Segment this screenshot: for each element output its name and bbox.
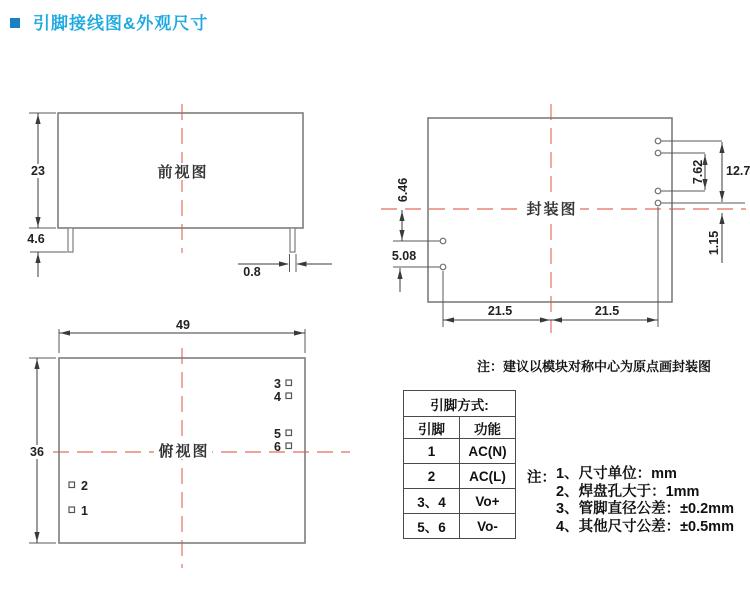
pad-hole — [655, 200, 661, 206]
dim-pkg-left-offset: 6.46 — [396, 177, 410, 203]
front-view — [23, 104, 332, 279]
table-row: 2 AC(L) — [404, 464, 516, 489]
note-item-1: 1、尺寸单位：mm — [556, 466, 677, 482]
dim-front-height: 23 — [31, 164, 45, 178]
dim-pkg-right-outer: 12.7 — [726, 164, 750, 178]
notes-label: 注： — [527, 470, 556, 486]
pin-square-6 — [286, 443, 292, 449]
dim-pkg-left-pitch: 5.08 — [391, 249, 417, 263]
package-view — [381, 104, 750, 333]
dim-pkg-right-inner: 7.62 — [691, 159, 705, 185]
pad-hole — [655, 188, 661, 194]
table-row: 1 AC(N) — [404, 439, 516, 464]
pin-label-2: 2 — [81, 479, 88, 493]
note-item-2: 2、焊盘孔大于：1mm — [556, 483, 700, 500]
front-pin-right — [290, 228, 295, 252]
front-pin-left — [68, 228, 73, 252]
package-origin-note: 注：建议以模块对称中心为原点画封装图 — [476, 359, 711, 374]
section-title: 引脚接线图&外观尺寸 — [33, 14, 209, 33]
dim-top-width: 49 — [176, 318, 190, 332]
pin-label-5: 5 — [274, 427, 281, 441]
pin-label-3: 3 — [274, 377, 281, 391]
dim-pkg-right-offset: 1.15 — [707, 230, 721, 256]
pin-square-1 — [69, 507, 75, 513]
pin-square-5 — [286, 430, 292, 436]
pin-square-2 — [69, 482, 75, 488]
dim-top-height: 36 — [30, 445, 44, 459]
pin-table-col-pin: 引脚 — [404, 417, 460, 439]
table-row: 5、6 Vo- — [404, 514, 516, 539]
pin-label-1: 1 — [81, 504, 88, 518]
pin-function-table — [403, 390, 516, 539]
dim-pkg-half-right: 21.5 — [594, 304, 620, 318]
package-view-label: 封装图 — [526, 201, 578, 218]
dim-front-pin-width: 0.8 — [243, 265, 261, 279]
pin-square-4 — [286, 393, 292, 399]
note-item-3: 3、管脚直径公差：±0.2mm — [556, 501, 734, 517]
pin-square-3 — [286, 380, 292, 386]
pad-hole — [440, 264, 446, 270]
pad-hole — [655, 138, 661, 144]
pad-hole — [440, 238, 446, 244]
dim-pkg-half-left: 21.5 — [487, 304, 513, 318]
pin-label-6: 6 — [274, 440, 281, 454]
dimension-notes — [527, 466, 734, 536]
top-view — [26, 318, 350, 568]
pin-label-4: 4 — [274, 390, 281, 404]
note-item-4: 4、其他尺寸公差：±0.5mm — [556, 518, 734, 535]
dim-front-pin-length: 4.6 — [27, 232, 45, 246]
pad-hole — [655, 150, 661, 156]
front-view-label: 前视图 — [157, 164, 209, 181]
pin-table-title: 引脚方式: — [404, 391, 516, 417]
top-view-label: 俯视图 — [158, 443, 210, 460]
table-row: 3、4 Vo+ — [404, 489, 516, 514]
pin-table-col-function: 功能 — [460, 417, 516, 439]
